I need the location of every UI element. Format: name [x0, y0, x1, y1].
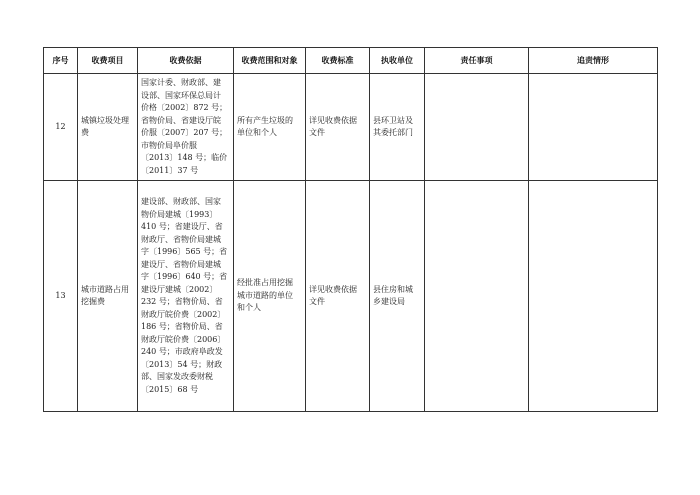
cell-text-line: 〔2011〕37 号	[141, 165, 199, 175]
cell-text-line: 财政厅皖价费〔2002〕	[141, 309, 226, 319]
cell-unit	[370, 181, 425, 412]
cell-text-line: 省物价局、省建设厅皖	[141, 115, 221, 125]
cell-text-line: 价格〔2002〕872 号；	[141, 103, 228, 112]
cell-text-line: 其委托部门	[373, 128, 413, 137]
cell-text-line: 232 号；省物价局、省	[141, 297, 223, 306]
header-accountability: 追责情形	[529, 48, 658, 74]
cell-text-line: 财政厅、省物价局建城	[141, 234, 221, 244]
cell-text-line: 县环卫站及	[373, 115, 413, 125]
cell-text-line: 〔2015〕68 号	[141, 384, 199, 394]
cell-text-line: 文件	[309, 297, 325, 306]
cell-text-line: 〔2013〕54 号；财政	[141, 359, 223, 369]
cell-text-line: 240 号；市政府阜政发	[141, 347, 223, 356]
cell-standard	[306, 74, 370, 181]
cell-duty	[425, 74, 529, 181]
cell-duty	[425, 181, 529, 412]
cell-accountability	[529, 181, 658, 412]
cell-text-line: 所有产生垃圾的	[237, 115, 293, 125]
cell-text-line: 建设厅建城〔2002〕	[141, 284, 218, 294]
cell-text-line: 价服〔2007〕207 号；	[141, 128, 228, 137]
cell-text-line: 市物价局阜价服	[141, 140, 197, 150]
cell-text-line: 费	[81, 128, 89, 137]
header-row	[44, 48, 658, 74]
table-row	[44, 181, 658, 412]
header-basis: 收费依据	[138, 48, 234, 74]
table-row	[44, 74, 658, 181]
header-item: 收费项目	[78, 48, 138, 74]
cell-text-line: 乡建设局	[373, 297, 405, 306]
cell-scope	[234, 181, 306, 412]
cell-text-line: 挖掘费	[81, 297, 105, 306]
cell-text-line: 186 号；省物价局、省	[141, 322, 223, 331]
header-seq: 序号	[44, 48, 78, 74]
cell-text-line: 建设厅、省物价局建城	[141, 259, 221, 269]
cell-text-line: 城镇垃圾处理	[81, 115, 129, 125]
cell-unit	[370, 74, 425, 181]
cell-standard	[306, 181, 370, 412]
cell-text-line: 详见收费依据	[309, 115, 357, 125]
cell-text-line: 〔2013〕148 号；临价	[141, 153, 228, 162]
cell-seq: 13	[44, 181, 78, 412]
cell-text-line: 和个人	[237, 303, 261, 313]
cell-basis	[138, 181, 234, 412]
cell-text-line: 财政厅皖价费〔2006〕	[141, 334, 226, 344]
cell-basis	[138, 74, 234, 181]
cell-text-line: 县住房和城	[373, 284, 413, 294]
cell-seq: 12	[44, 74, 78, 181]
cell-text-line: 建设部、财政部、国家	[141, 197, 221, 206]
cell-text-line: 字〔1996〕565 号；省	[141, 247, 228, 256]
cell-item	[78, 74, 138, 181]
fee-table	[43, 47, 658, 412]
cell-text-line: 410 号；省建设厅、省	[141, 222, 223, 231]
header-duty: 责任事项	[425, 48, 529, 74]
cell-item	[78, 181, 138, 412]
cell-accountability	[529, 74, 658, 181]
cell-scope	[234, 74, 306, 181]
cell-text-line: 单位和个人	[237, 128, 277, 137]
cell-text-line: 字〔1996〕640 号；省	[141, 272, 228, 281]
cell-text-line: 城市道路占用	[81, 284, 129, 294]
cell-text-line: 详见收费依据	[309, 284, 357, 294]
cell-text-line: 物价局建城〔1993〕	[141, 209, 218, 219]
cell-text-line: 经批准占用挖掘	[237, 278, 293, 288]
header-standard: 收费标准	[306, 48, 370, 74]
header-scope: 收费范围和对象	[234, 48, 306, 74]
cell-text-line: 文件	[309, 128, 325, 137]
header-unit: 执收单位	[370, 48, 425, 74]
cell-text-line: 城市道路的单位	[237, 290, 293, 300]
cell-text-line: 部、国家发改委财税	[141, 372, 213, 381]
cell-text-line: 国家计委、财政部、建	[141, 78, 221, 87]
cell-text-line: 设部、国家环保总局计	[141, 90, 221, 100]
